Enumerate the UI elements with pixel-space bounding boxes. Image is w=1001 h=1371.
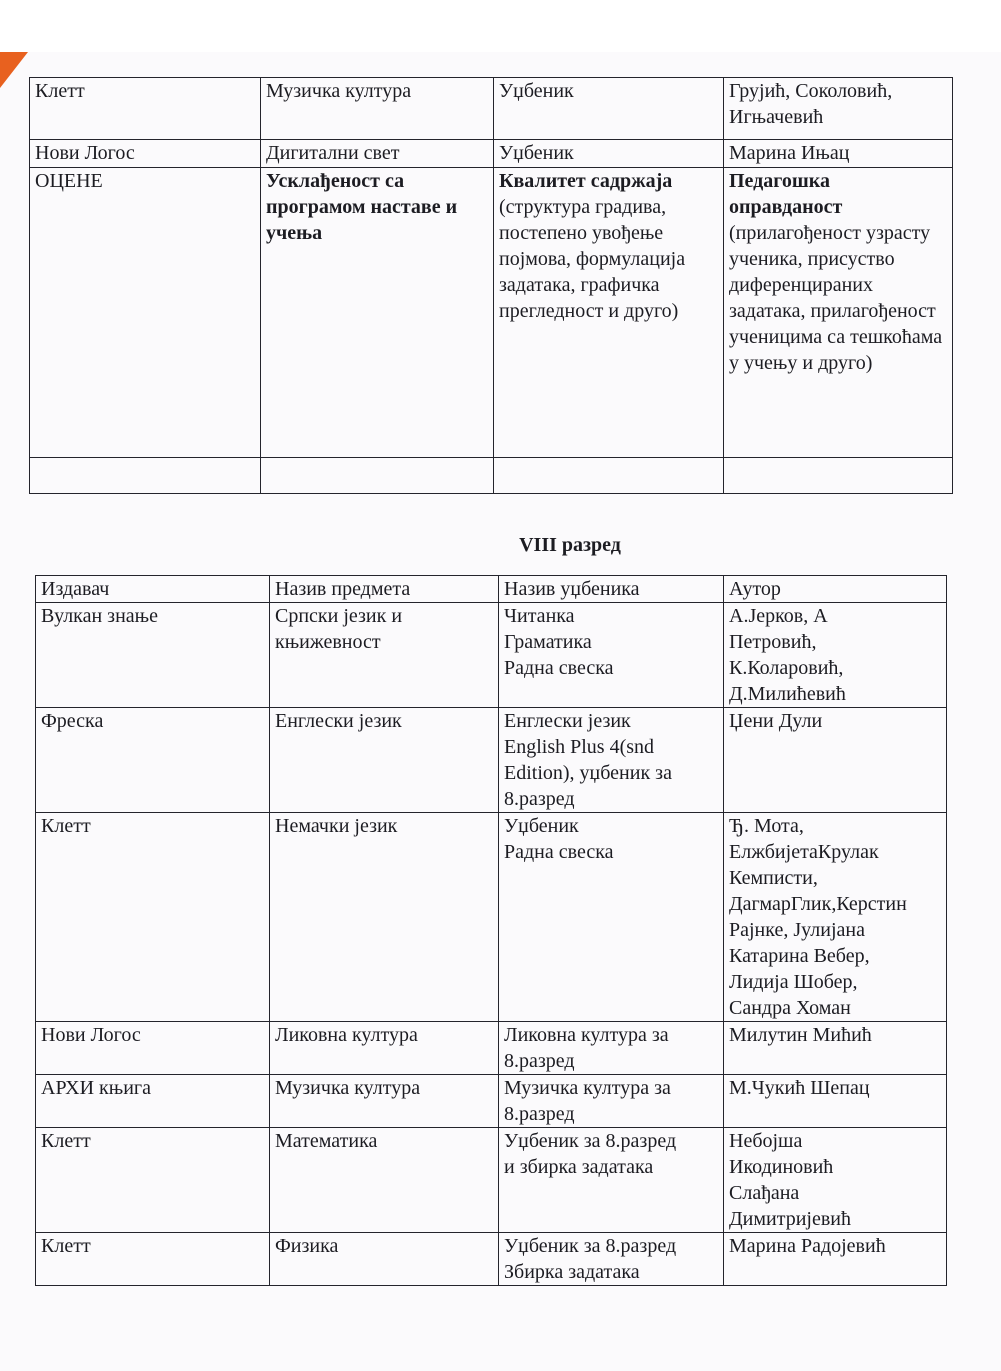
author-cell: Марина Ињац: [724, 140, 953, 168]
orange-corner-decoration: [0, 52, 28, 88]
author-cell: М.Чукић Шепац: [724, 1075, 947, 1128]
author-cell: Милутин Мићић: [724, 1022, 947, 1075]
table-row: [36, 603, 947, 708]
criterion-text: (структура градива, постепено увођење појмова, формулација задатака, графичка прегледност и друго): [499, 196, 686, 322]
header-textbook: Назив уџбеника: [499, 576, 724, 603]
criterion-title: Квалитет садржаја: [499, 170, 673, 192]
publisher-cell: Клетт: [36, 1233, 270, 1286]
publisher-cell: Вулкан знање: [36, 603, 270, 708]
author-cell: А.Јерков, А Петровић, К.Коларовић, Д.Милићевић: [724, 603, 947, 708]
subject-cell: Дигитални свет: [261, 140, 494, 168]
textbook-cell: Уџбеник за 8.разред и збирка задатака: [499, 1128, 724, 1233]
subject-cell: Енглески језик: [270, 708, 499, 813]
table-row: [30, 78, 953, 140]
empty-row: [30, 458, 953, 494]
publisher-cell: Нови Логос: [30, 140, 261, 168]
table-row: [36, 708, 947, 813]
subject-cell: Музичка култура: [261, 78, 494, 140]
ratings-criterion-pedagogy: [724, 168, 953, 458]
criterion-title: Педагошка оправданост: [729, 170, 843, 218]
author-cell: Небојша Икодиновић Слађана Димитријевић: [724, 1128, 947, 1233]
empty-cell: [494, 458, 724, 494]
header-publisher: Издавач: [36, 576, 270, 603]
textbook-table-grade-8: [35, 575, 947, 1286]
header-author: Аутор: [724, 576, 947, 603]
subject-cell: Математика: [270, 1128, 499, 1233]
table-row: [36, 1075, 947, 1128]
subject-cell: Физика: [270, 1233, 499, 1286]
criterion-text: (прилагођеност узрасту ученика, присуство диференцираних задатака, прилагођеност ученицима са тешкоћама у учењу и друго): [729, 222, 943, 374]
textbook-cell: Музичка култура за 8.разред: [499, 1075, 724, 1128]
table-row: [36, 1233, 947, 1286]
publisher-cell: АРХИ књига: [36, 1075, 270, 1128]
publisher-cell: Клетт: [36, 1128, 270, 1233]
author-cell: Марина Радојевић: [724, 1233, 947, 1286]
empty-cell: [724, 458, 953, 494]
ratings-label: ОЦЕНЕ: [30, 168, 261, 458]
textbook-table-previous-grade: [29, 77, 953, 494]
ratings-criterion-content: [494, 168, 724, 458]
empty-cell: [261, 458, 494, 494]
publisher-cell: Клетт: [30, 78, 261, 140]
subject-cell: Музичка култура: [270, 1075, 499, 1128]
ratings-criterion-curriculum: [261, 168, 494, 458]
subject-cell: Ликовна култура: [270, 1022, 499, 1075]
empty-cell: [30, 458, 261, 494]
textbook-cell: Читанка Граматика Радна свеска: [499, 603, 724, 708]
textbook-cell: Уџбеник Радна свеска: [499, 813, 724, 1022]
author-cell: Џени Дули: [724, 708, 947, 813]
author-cell: Ђ. Мота, ЕлжбијетаКрулак Кемписти, ДагмарГлик,Керстин Рајнке, Јулијана Катарина Вебер, Лидија Шобер, Сандра Хоман: [724, 813, 947, 1022]
author-cell: Грујић, Соколовић, Игњачевић: [724, 78, 953, 140]
section-heading: VIII разред: [519, 534, 621, 556]
publisher-cell: Клетт: [36, 813, 270, 1022]
textbook-cell: Уџбеник за 8.разред Збирка задатака: [499, 1233, 724, 1286]
header-subject: Назив предмета: [270, 576, 499, 603]
textbook-cell: Енглески језик English Plus 4(snd Edition), уџбеник за 8.разред: [499, 708, 724, 813]
ratings-row: [30, 168, 953, 458]
subject-cell: Српски језик и књижевност: [270, 603, 499, 708]
table-row: [36, 1022, 947, 1075]
table-row: [36, 813, 947, 1022]
table-row: [30, 140, 953, 168]
publisher-cell: Фреска: [36, 708, 270, 813]
textbook-cell: Уџбеник: [494, 78, 724, 140]
header-row: [36, 576, 947, 603]
textbook-cell: Уџбеник: [494, 140, 724, 168]
textbook-cell: Ликовна култура за 8.разред: [499, 1022, 724, 1075]
table-row: [36, 1128, 947, 1233]
criterion-title: Усклађеност са програмом наставе и учења: [266, 170, 458, 244]
publisher-cell: Нови Логос: [36, 1022, 270, 1075]
subject-cell: Немачки језик: [270, 813, 499, 1022]
